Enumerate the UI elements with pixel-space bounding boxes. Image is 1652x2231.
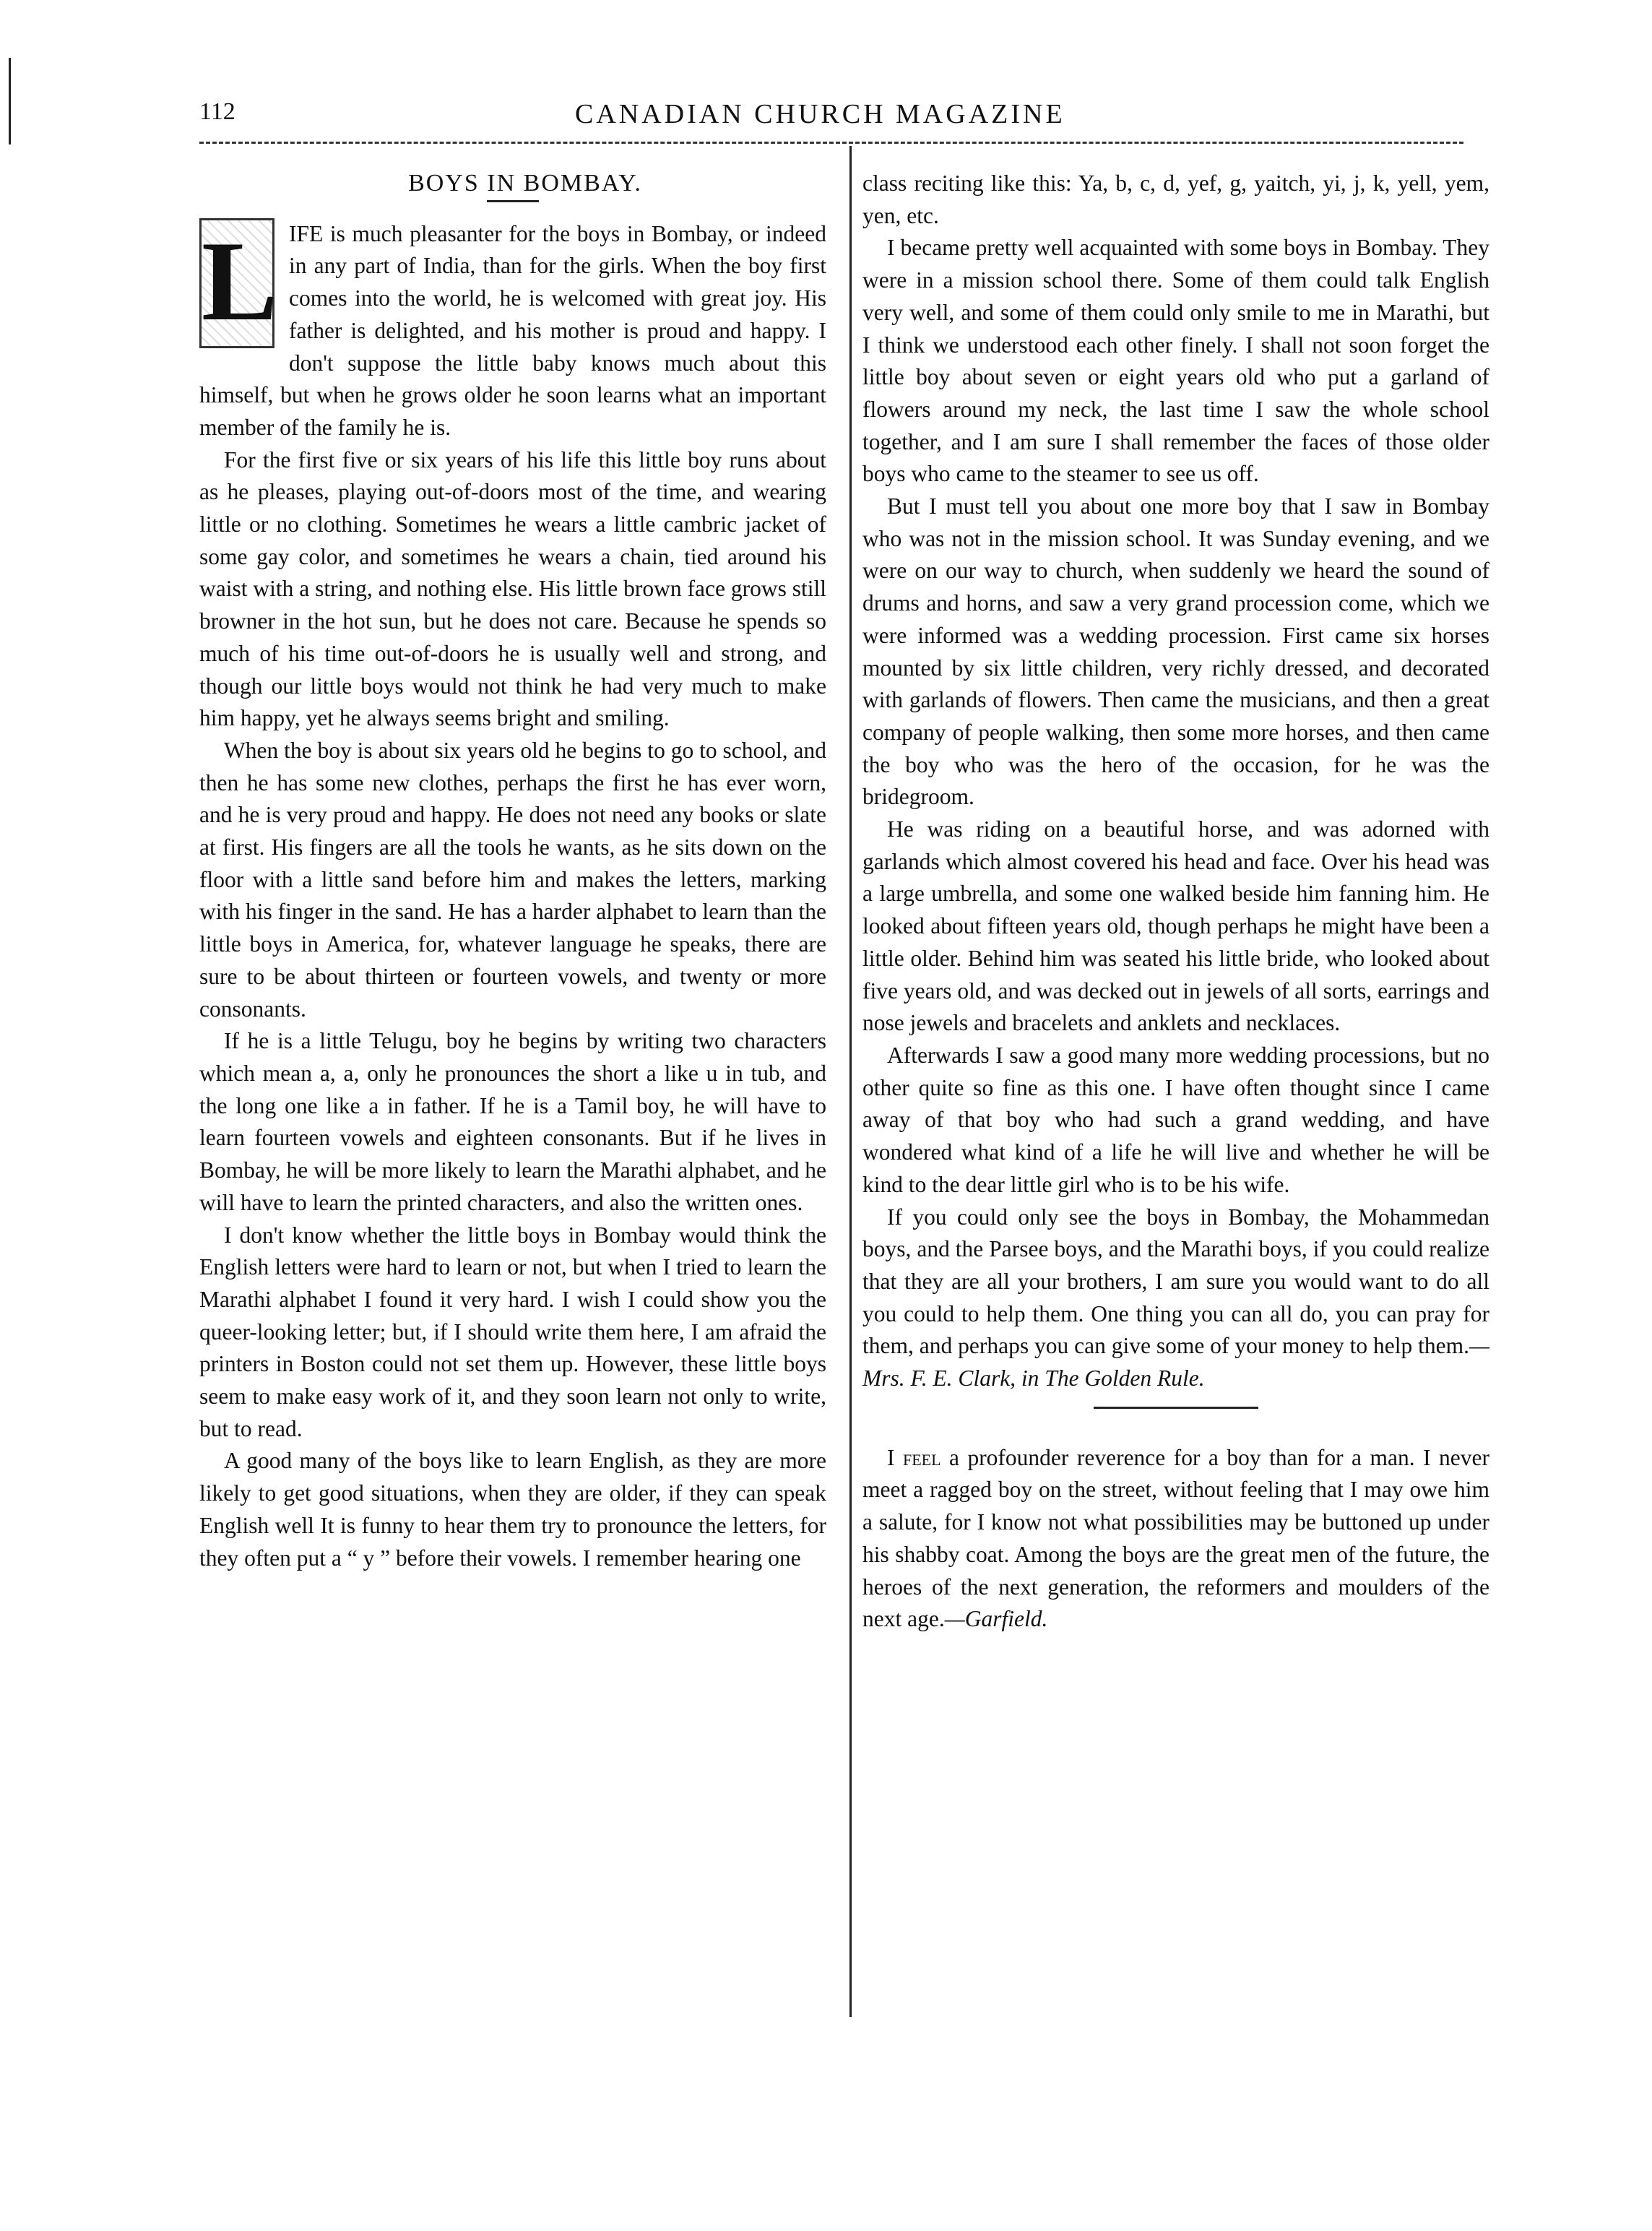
article-paragraph: He was riding on a beautiful horse, and was adorned with garlands which almost covered his head and face. Over his head was a large umbrella, and some one walked beside him fanning him. He looked about fifteen years old, though perhaps he might have been a little older. Behind him was seated his little bride, who looked about five years old, and was decked out in jewels of all sorts, earrings and nose jewels and bracelets and anklets and necklaces. <box>862 816 1489 1036</box>
article-attribution: —Mrs. F. E. Clark, in The Golden Rule. <box>862 1333 1489 1391</box>
article-paragraph: When the boy is about six years old he begins to go to school, and then he has some new clothes, perhaps the first he has ever worn, and he is very proud and happy. He does not need any books or slate at first. His fingers are all the tools he wants, as he sits down on the floor with a little sand before him and makes the letters, marking with his finger in the sand. He has a harder alphabet to learn than the little boys in America, for, whatever language he speaks, there are sure to be about thirteen or fourteen vowels, and twenty or more consonants. <box>199 737 826 1022</box>
scan-edge-mark <box>9 58 11 144</box>
right-column <box>862 168 1489 1636</box>
column-divider <box>849 146 852 2017</box>
article-paragraph: Afterwards I saw a good many more wedding processions, but no other quite so fine as this one. I have often thought since I came away of that boy who had such a grand wedding, and have wondered what kind of a life he will live and whether he will be kind to the dear little girl who is to be his wife. <box>862 1042 1489 1197</box>
page-number: 112 <box>199 98 235 125</box>
running-title: CANADIAN CHURCH MAGAZINE <box>575 99 1065 129</box>
article-title: BOYS IN BOMBAY. <box>408 170 642 197</box>
quote-lead: I feel <box>887 1444 941 1470</box>
article-paragraph: L IFE is much pleasanter for the boys in Bombay, or indeed in any part of India, than for the girls. When the boy first comes into the world, he is welcomed with great joy. His father is delighted, and his mother is proud and happy. I don't suppose the little baby knows much about this himself, but when he grows older he soon learns what an important member of the family he is. <box>199 217 826 440</box>
header-rule <box>199 142 1463 144</box>
quote-paragraph: I feel a profounder reverence for a boy than for a man. I never meet a ragged boy on the street, without feeling that I may owe him a salute, for I know not what possibilities may be buttoned up under his shabby coat. Among the boys are the great men of the future, the heroes of the next generation, the reformers and moulders of the next age.—Garfield. <box>862 1444 1489 1632</box>
article-paragraph: A good many of the boys like to learn English, as they are more likely to get good situations, when they are older, if they can speak English well It is funny to hear them try to pronounce the letters, for they often put a “ y ” before their vowels. I remember hearing one <box>199 1448 826 1571</box>
left-column <box>199 168 826 1574</box>
article-end-rule <box>1094 1407 1258 1409</box>
page-header <box>199 98 1463 139</box>
decorative-dropcap: L <box>199 218 274 348</box>
quote-attribution: —Garfield. <box>944 1606 1048 1632</box>
title-rule <box>487 200 539 202</box>
article-continuation: class reciting like this: Ya, b, c, d, yef, g, yaitch, yi, j, k, yell, yem, yen, etc. <box>862 171 1489 228</box>
article-paragraph: For the first five or six years of his life this little boy runs about as he pleases, playing out-of-doors most of the time, and wearing little or no clothing. Sometimes he wears a little cambric jacket of some gay color, and sometimes he wears a chain, tied around his waist with a string, and nothing else. His little brown face grows still browner in the hot sun, but he does not care. Because he spends so much of his time out-of-doors he is usually well and strong, and though our little boys would not think he had very much to make him happy, yet he always seems bright and smiling. <box>199 446 826 731</box>
article-paragraph: If you could only see the boys in Bombay, the Mohammedan boys, and the Parsee boys, and the Marathi boys, if you could realize that they are all your brothers, I am sure you would want to do all you could to help them. One thing you can all do, you can pray for them, and perhaps you can give some of your money to help them.—Mrs. F. E. Clark, in The Golden Rule. <box>862 1204 1489 1391</box>
article-paragraph: But I must tell you about one more boy that I saw in Bombay who was not in the mission school. It was Sunday evening, and we were on our way to church, when suddenly we heard the sound of drums and horns, and saw a very grand procession come, which we were informed was a wedding procession. First came six horses mounted by six little children, very richly dressed, and decorated with garlands of flowers. Then came the musicians, and then a great company of people walking, then some more horses, and then came the boy who was the hero of the occasion, for he was the bridegroom. <box>862 493 1489 810</box>
article-paragraph: I became pretty well acquainted with some boys in Bombay. They were in a mission school there. Some of them could talk English very well, and some of them could only smile to me in Marathi, but I think we understood each other finely. I shall not soon forget the little boy about seven or eight years old who put a garland of flowers around my neck, the last time I saw the whole school together, and I am sure I shall remember the faces of those older boys who came to the steamer to see us off. <box>862 235 1489 487</box>
article-paragraph: If he is a little Telugu, boy he begins by writing two characters which mean a, a, only he pronounces the short a like u in tub, and the long one like a in father. If he is a Tamil boy, he will have to learn fourteen vowels and eighteen consonants. But if he lives in Bombay, he will be more likely to learn the Marathi alphabet, and he will have to learn the printed characters, and also the written ones. <box>199 1028 826 1215</box>
article-paragraph: I don't know whether the little boys in Bombay would think the English letters were hard to learn or not, but when I tried to learn the Marathi alphabet I found it very hard. I wish I could show you the queer-looking letter; but, if I should write them here, I am afraid the printers in Boston could not set them up. However, these little boys seem to make easy work of it, and they soon learn not only to write, but to read. <box>199 1222 826 1441</box>
